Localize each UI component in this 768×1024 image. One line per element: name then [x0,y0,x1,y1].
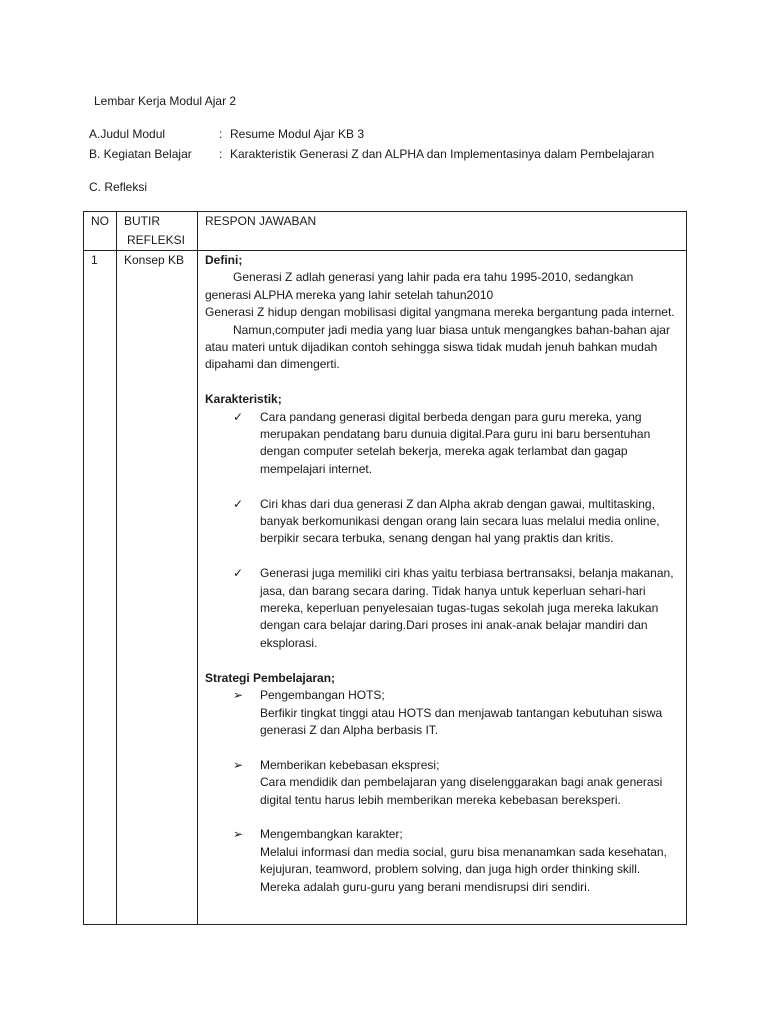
row-number: 1 [91,253,98,267]
document-title: Lembar Kerja Modul Ajar 2 [94,94,237,108]
header-butir [117,212,198,251]
strategi-title: Memberikan kebebasan ekspresi; [260,757,440,772]
definisi-paragraph: Namun,computer jadi media yang luar biasa untuk mengangkes bahan-bahan ajar atau materi untuk dijadikan contoh sehingga siswa tidak mudah jenuh bahkan mudah dipahami dan dimengerti. [205,322,670,372]
strategi-body: Berfikir tingkat tinggi atau HOTS dan menjawab tantangan kebutuhan siswa generasi Z dan Alpha berbasis IT. [260,705,663,737]
refleksi-table [83,211,687,925]
meta-label-kegiatan: B. Kegiatan Belajar [89,147,192,161]
checkmark-icon: ✓ [233,496,244,511]
section-refleksi-heading: C. Refleksi [89,180,148,194]
arrow-bullet-icon: ➢ [233,688,244,703]
definisi-paragraph: Generasi Z adlah generasi yang lahir pada era tahu 1995-2010, sedangkan generasi ALPHA mereka yang lahir setelah tahun2010 [205,270,634,302]
meta-value-judul: Resume Modul Ajar KB 3 [230,127,365,141]
header-butir-label: BUTIR [124,214,160,228]
karakteristik-text: Ciri khas dari dua generasi Z dan Alpha akrab dengan gawai, multitasking, banyak berkomunikasi dengan orang lain secara luas melalui media online, berpikir secara terbuka, senang dengan hal yang praktis dan kritis. [260,496,660,546]
strategi-body: Melalui informasi dan media social, guru bisa menanamkan sada kesehatan, kejujuran, teamword, problem solving, dan juga high order thinking skill. Mereka adalah guru-guru yang berani mendisrupsi diri sendiri. [260,844,667,894]
checkmark-icon: ✓ [233,409,244,424]
header-respon [198,212,687,251]
meta-label-judul: A.Judul Modul [89,127,166,141]
header-no [84,212,117,251]
meta-colon: : [219,127,223,141]
strategi-body: Cara mendidik dan pembelajaran yang diselenggarakan bagi anak generasi digital tentu harus lebih memberikan mereka kebebasan bereksperi. [260,775,663,807]
table-header-row [84,212,687,251]
strategi-item [233,757,679,809]
strategi-item [233,826,679,896]
row-no-cell [84,251,117,925]
karakteristik-item [233,565,679,652]
meta-value-kegiatan: Karakteristik Generasi Z dan ALPHA dan Implementasinya dalam Pembelajaran [230,147,655,161]
karakteristik-item [233,496,679,548]
header-respon-label: RESPON JAWABAN [205,214,317,228]
respon-content [198,251,686,924]
meta-colon: : [219,147,223,161]
definisi-paragraph: Generasi Z hidup dengan mobilisasi digital yangmana mereka bergantung pada internet. [205,305,675,320]
karakteristik-text: Generasi juga memiliki ciri khas yaitu terbiasa bertransaksi, belanja makanan, jasa, dan barang secara daring. Tidak hanya untuk keperluan sehari-hari mereka, keperluan penyelesaian tugas-tugas sekolah juga mereka lakukan dengan cara belajar daring.Dari proses ini anak-anak belajar mandiri dan eksplorasi. [260,566,674,650]
karakteristik-heading: Karakteristik; [205,392,282,407]
row-respon-cell [198,251,687,925]
row-butir: Konsep KB [124,253,185,267]
arrow-bullet-icon: ➢ [233,757,244,772]
header-refleksi-label: REFLEKSI [127,233,186,247]
arrow-bullet-icon: ➢ [233,827,244,842]
header-no-label: NO [91,214,109,228]
row-butir-cell [117,251,198,925]
strategi-heading: Strategi Pembelajaran; [205,670,336,685]
karakteristik-item [233,409,679,479]
karakteristik-text: Cara pandang generasi digital berbeda dengan para guru mereka, yang merupakan pendatang baru dunuia digital.Para guru ini baru bersentuhan dengan computer setelah bekerja, mereka agak terlambat dan gagap mempelajari internet. [260,409,651,476]
definisi-heading: Defini; [205,253,243,267]
strategi-title: Pengembangan HOTS; [260,688,385,703]
strategi-item [233,687,679,739]
checkmark-icon: ✓ [233,566,244,581]
strategi-title: Mengembangkan karakter; [260,827,403,842]
table-row [84,251,687,925]
